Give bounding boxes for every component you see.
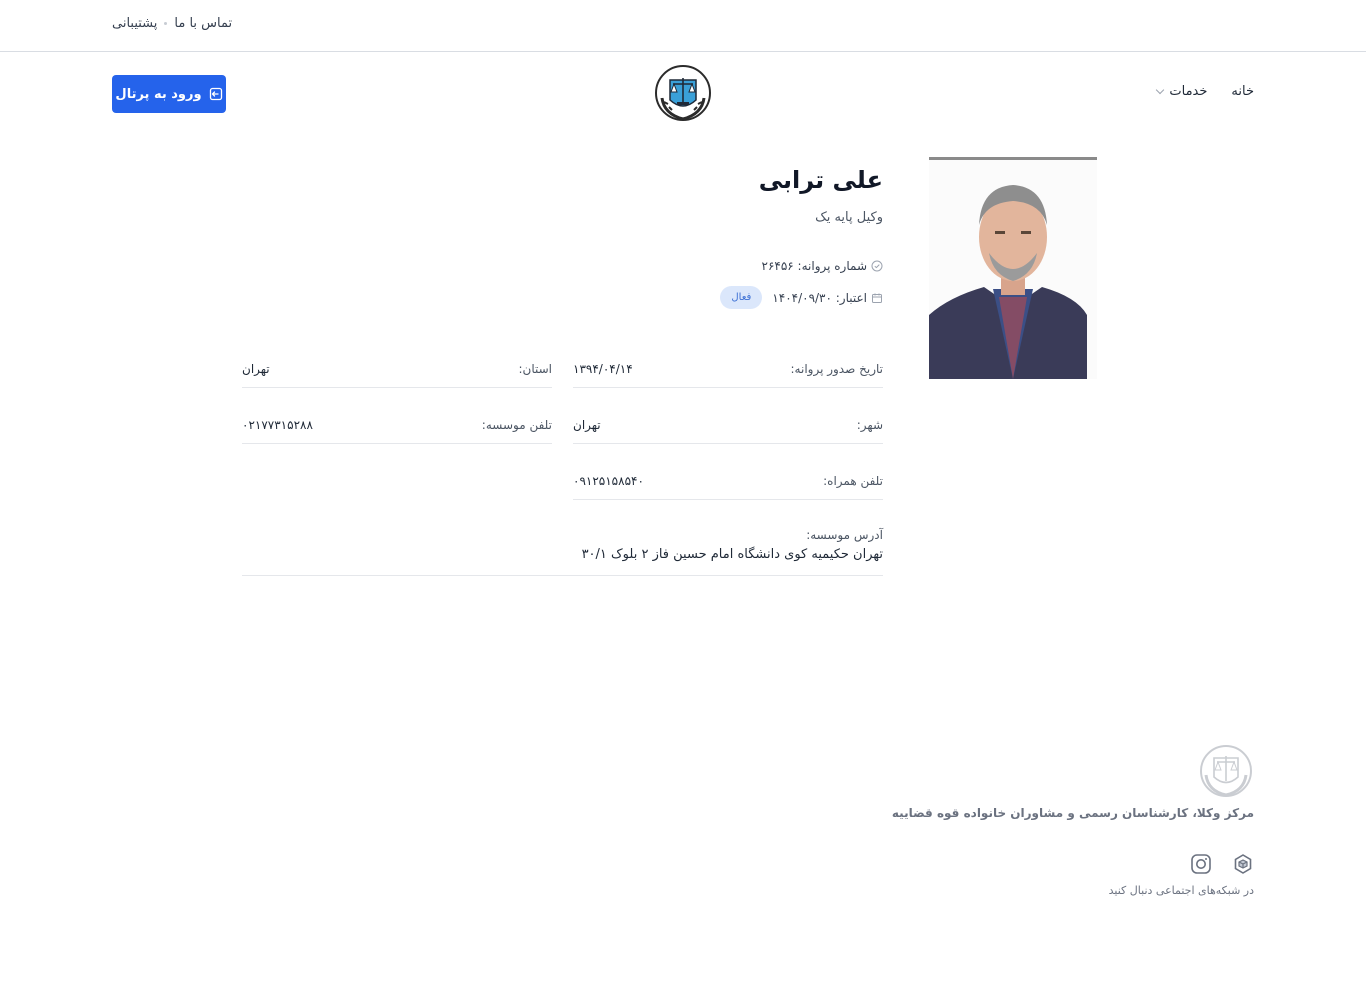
judiciary-logo[interactable] <box>654 64 712 122</box>
issue-date-label: تاریخ صدور پروانه: <box>790 362 883 376</box>
validity-date: اعتبار: ۱۴۰۴/۰۹/۳۰ <box>772 290 867 305</box>
social-links <box>1190 853 1254 875</box>
top-bar <box>0 0 1366 52</box>
office-phone-label: تلفن موسسه: <box>481 418 552 432</box>
check-circle-icon <box>871 260 883 272</box>
footer-follow-text: در شبکه‌های اجتماعی دنبال کنید <box>1108 884 1254 897</box>
issue-date-field <box>573 351 883 388</box>
top-links <box>112 16 232 31</box>
office-phone-field <box>242 407 552 444</box>
mobile-field <box>573 463 883 500</box>
office-phone-value[interactable]: ۰۲۱۷۷۳۱۵۲۸۸ <box>242 418 313 432</box>
profile-photo <box>929 157 1097 379</box>
nav-services[interactable] <box>1157 84 1207 99</box>
mobile-value[interactable]: ۰۹۱۲۵۱۵۸۵۴۰ <box>573 474 644 488</box>
main-nav <box>1157 84 1254 99</box>
province-field <box>242 351 552 388</box>
license-number: شماره پروانه: ۲۶۴۵۶ <box>761 259 867 273</box>
province-value: تهران <box>242 362 270 376</box>
login-icon <box>209 87 223 101</box>
address-value: تهران حکیمیه کوی دانشگاه امام حسین فاز ۲ بلوک ۳۰/۱ <box>581 547 883 562</box>
issue-date-value: ۱۳۹۴/۰۴/۱۴ <box>573 362 633 376</box>
calendar-icon <box>871 292 883 304</box>
lawyer-name: علی ترابی <box>758 166 883 194</box>
mobile-label: تلفن همراه: <box>823 474 883 488</box>
license-row <box>762 259 884 273</box>
footer-logo <box>1199 744 1253 798</box>
chevron-down-icon <box>1156 86 1164 94</box>
city-label: شهر: <box>856 418 883 432</box>
nav-services-label: خدمات <box>1169 84 1208 99</box>
nav-home[interactable]: خانه <box>1231 84 1254 99</box>
address-field <box>242 528 883 576</box>
rubika-icon[interactable] <box>1232 853 1254 875</box>
instagram-icon[interactable] <box>1190 853 1212 875</box>
validity-row <box>720 286 883 309</box>
footer-org-name: مرکز وکلا، کارشناسان رسمی و مشاوران خانواده قوه قضاییه <box>891 806 1254 820</box>
province-label: استان: <box>518 362 552 376</box>
city-value: تهران <box>573 418 601 432</box>
separator-dot <box>164 22 167 25</box>
support-link[interactable]: پشتیبانی <box>112 16 158 31</box>
city-field <box>573 407 883 444</box>
address-label: آدرس موسسه: <box>806 528 883 542</box>
portal-login-button[interactable] <box>112 75 226 113</box>
portal-login-label: ورود به پرتال <box>115 86 202 102</box>
contact-link[interactable]: تماس با ما <box>174 16 233 31</box>
status-badge: فعال <box>720 286 762 309</box>
lawyer-title: وکیل پایه یک <box>815 210 883 225</box>
